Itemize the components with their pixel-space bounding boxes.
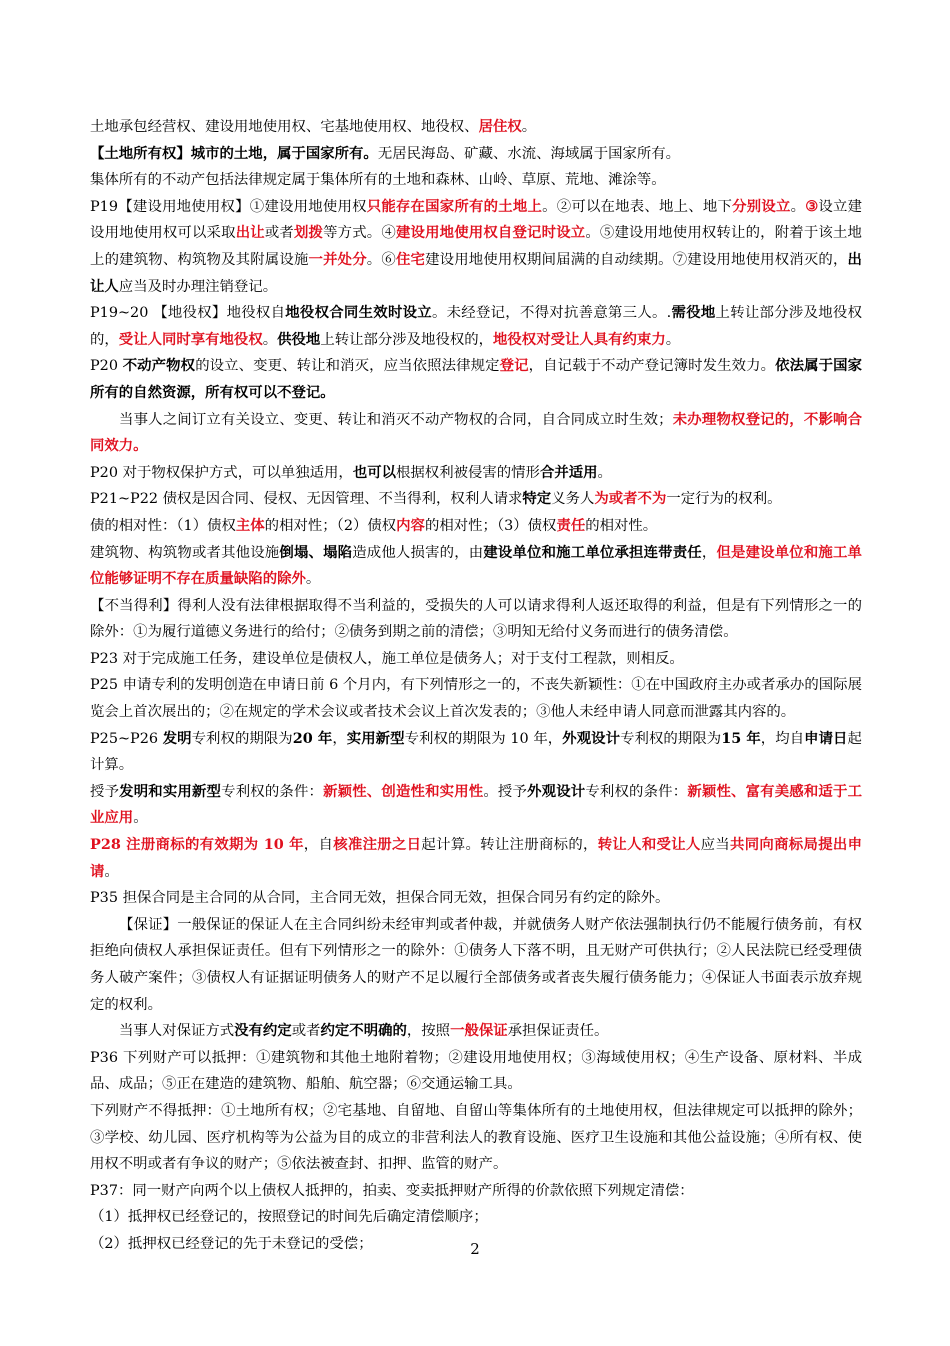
highlight-text: 但是建设单位和施工单位能够证明不存在质量缺陷的除外: [90, 543, 862, 588]
text-run: 的设立、变更、转让和消灭，应当依照法律规定: [195, 358, 500, 375]
text-run: 【不当得利】得利人没有法律根据取得不当利益的，受损失的人可以请求得利人返还取得的利益，但是有下列情形之一的除外：①为履行道德义务进行的给付；②债务到期之前的清偿；③明知无给付义务而进行的债务清偿。: [90, 597, 862, 641]
highlight-text: 转让人和受让人: [597, 836, 701, 854]
text-run: 的相对性；（3）债权: [424, 517, 557, 534]
paragraph: [90, 114, 862, 141]
paragraph: [90, 194, 862, 300]
text-run: P19【建设用地使用权】①建设用地使用权: [90, 198, 367, 215]
bold-text: 建设单位和施工单位承担连带责任: [483, 543, 702, 561]
highlight-text: 责任: [556, 516, 586, 534]
bold-text: 【土地所有权】城市的土地，属于国家所有。: [90, 144, 378, 162]
text-run: 。: [521, 119, 537, 135]
text-run: ，自记载于不动产登记簿时发生效力。: [528, 358, 776, 375]
text-run: 。: [133, 810, 148, 827]
bold-text: 实用新型: [346, 729, 405, 747]
text-run: ，自: [303, 837, 334, 854]
text-run: P23 对于完成施工任务，建设单位是债权人，施工单位是债务人；对于支付工程款，则相反。: [90, 650, 684, 667]
text-run: 义务人: [551, 491, 595, 508]
highlight-text: 未办理物权登记的，不影响合同效力。: [90, 410, 862, 455]
text-run: 。: [790, 198, 806, 215]
text-run: 起计算。: [90, 730, 862, 774]
text-run: 。授予: [483, 783, 528, 800]
text-run: 下列财产不得抵押：①土地所有权；②宅基地、自留地、自留山等集体所有的土地使用权，但法律规定可以抵押的除外；③学校、幼儿园、医疗机构等为公益为目的成立的非营利法人的教育设施、医疗卫生设施和其他公益设施；④所有权、使用权不明或者有争议的财产；⑤依法被查封、扣押、监管的财产。: [90, 1102, 862, 1173]
highlight-text: 只能存在国家所有的土地上: [366, 197, 543, 215]
bold-text: 依法属于国家所有的自然资源，所有权可以不登记。: [90, 357, 862, 401]
paragraph: [90, 167, 862, 194]
text-run: P20 对于物权保护方式，可以单独适用，: [90, 464, 353, 481]
highlight-text: P28 注册商标的有效期为 10 年: [90, 836, 304, 854]
text-run: 。: [104, 863, 119, 880]
paragraph: [90, 353, 862, 406]
text-run: 或者: [264, 225, 294, 242]
text-run: ，均自: [760, 730, 805, 747]
text-run: 的相对性；（2）债权: [264, 517, 397, 534]
text-run: 。: [597, 464, 612, 481]
bold-text: 出让人: [90, 250, 862, 295]
paragraph: [90, 460, 862, 487]
paragraph: [90, 300, 862, 353]
text-run: 应当: [700, 837, 731, 854]
bold-text: 没有约定: [234, 1022, 292, 1040]
bold-text: 需役地: [671, 304, 716, 322]
paragraph: [90, 885, 862, 912]
highlight-text: 共同向商标局提出申请: [90, 836, 862, 880]
highlight-text: 建设用地使用权自登记时设立: [395, 224, 586, 242]
highlight-text: 核准注册之日: [333, 836, 422, 854]
highlight-text: 内容: [396, 516, 425, 534]
text-run: 等方式。④: [323, 225, 396, 242]
text-run: 承担保证责任。: [507, 1023, 609, 1040]
highlight-text: 新颖性、创造性和实用性: [323, 782, 484, 800]
bold-text: 15 年: [721, 729, 761, 747]
bold-text: 20 年: [292, 729, 333, 747]
highlight-text: 为或者不为: [594, 490, 667, 508]
text-run: P25 申请专利的发明创造在申请日前 6 个月内，有下列情形之一的，不丧失新颖性：①在中国政府主办或者承办的国际展览会上首次展出的；②在规定的学术会议或者技术会议上首次发表的；③他人未经申请人同意而泄露其内容的。: [90, 677, 862, 721]
text-run: 。⑥: [366, 251, 396, 268]
text-run: 的相对性。: [585, 517, 658, 534]
text-run: 上转让部分涉及地役权的，: [90, 305, 862, 348]
text-run: 造成他人损害的，由: [352, 544, 484, 561]
text-run: 土地承包经营权、建设用地使用权、宅基地使用权、地役权、: [90, 119, 479, 135]
bold-text: 约定不明确的: [320, 1022, 407, 1040]
page-number: 2: [470, 1240, 480, 1258]
paragraph: [90, 672, 862, 725]
text-run: 债的相对性：（1）债权: [90, 517, 236, 534]
text-run: 设立建设用地使用权可以采取: [90, 198, 862, 242]
text-run: 建设用地使用权期间届满的自动续期。⑦建设用地使用权消灭的，: [425, 251, 848, 268]
highlight-text: 一般保证: [450, 1022, 508, 1040]
text-run: P37：同一财产向两个以上债权人抵押的，拍卖、变卖抵押财产所得的价款依照下列规定清偿：: [90, 1182, 694, 1199]
text-run: 当事人之间订立有关设立、变更、转让和消灭不动产物权的合同，自合同成立时生效；: [119, 411, 673, 428]
paragraph: [90, 912, 862, 1018]
bold-text: 倒塌、塌陷: [279, 543, 353, 561]
highlight-text: 地役权对受让人具有约束力: [493, 330, 666, 348]
bold-text: 不动产物权: [122, 357, 196, 375]
paragraph: [90, 407, 862, 460]
text-run: 集体所有的不动产包括法律规定属于集体所有的土地和森林、山岭、草原、荒地、滩涂等。: [90, 172, 666, 189]
highlight-text: 划拨: [293, 224, 324, 242]
text-run: 或者: [291, 1023, 321, 1040]
text-run: 专利权的条件：: [585, 783, 688, 800]
text-run: 。: [305, 571, 321, 588]
text-run: ，按照: [406, 1023, 451, 1040]
paragraph: [90, 1178, 862, 1205]
text-run: 【保证】一般保证的保证人在主合同纠纷未经审判或者仲裁，并就债务人财产依法强制执行仍不能履行债务前，有权拒绝向债权人承担保证责任。但有下列情形之一的除外：①债务人下落不明，且无财产可供执行；②人民法院已经受理债务人破产案件；③债权人有证据证明债务人的财产不足以履行全部债务或者丧失履行债务能力；④保证人书面表示放弃规定的权利。: [90, 916, 862, 1013]
text-run: 授予: [90, 783, 120, 800]
text-run: 根据权利被侵害的情形: [396, 464, 540, 481]
text-run: 专利权的期限为 10 年，: [404, 730, 563, 747]
paragraph: [90, 1018, 862, 1045]
bold-text: 发明: [162, 729, 192, 747]
paragraph: [90, 726, 862, 779]
text-run: P36 下列财产可以抵押：①建筑物和其他土地附着物；②建设用地使用权；③海域使用权；④生产设备、原材料、半成品、成品；⑤正在建造的建筑物、船舶、航空器；⑥交通运输工具。: [90, 1049, 862, 1093]
bold-text: 地役权合同生效时设立: [285, 304, 432, 322]
text-run: 。: [665, 331, 681, 348]
paragraph: [90, 540, 862, 593]
text-run: ，: [701, 544, 717, 561]
text-run: 。⑤建设用地使用权转让的，附着于该土地上的建筑物、构筑物及其附属设施: [90, 225, 862, 268]
text-run: P21~P22 债权是因合同、侵权、无因管理、不当得利，权利人请求: [90, 491, 523, 508]
text-run: （1）抵押权已经登记的，按照登记的时间先后确定清偿顺序；: [90, 1209, 488, 1226]
bold-text: 外观设计: [562, 729, 621, 747]
paragraph: [90, 646, 862, 673]
highlight-text: ③: [805, 197, 819, 215]
text-run: 专利权的期限为: [191, 730, 293, 747]
text-run: 。未经登记，不得对抗善意第三人。.: [431, 305, 672, 322]
text-run: P25~P26: [90, 730, 163, 747]
bold-text: 外观设计: [527, 782, 586, 800]
text-run: 专利权的期限为: [620, 730, 722, 747]
highlight-text: 居住权: [478, 118, 522, 135]
highlight-text: 主体: [235, 516, 265, 534]
highlight-text: 分别设立: [732, 197, 791, 215]
paragraph: [90, 1204, 862, 1231]
text-run: 建筑物、构筑物或者其他设施: [90, 544, 280, 561]
text-run: P35 担保合同是主合同的从合同，主合同无效，担保合同无效，担保合同另有约定的除外。: [90, 890, 670, 907]
text-run: 上转让部分涉及地役权的，: [320, 331, 494, 348]
text-run: 。: [262, 331, 278, 348]
paragraph: [90, 141, 862, 168]
paragraph: [90, 513, 862, 540]
text-run: 应当及时办理注销登记。: [118, 278, 278, 295]
text-run: 无居民海岛、矿藏、水流、海域属于国家所有。: [377, 145, 681, 162]
paragraph: [90, 486, 862, 513]
text-run: 专利权的条件：: [221, 783, 324, 800]
text-run: P20: [90, 358, 123, 375]
paragraph: [90, 1098, 862, 1178]
document-body: [90, 114, 862, 1258]
text-run: P19~20 【地役权】地役权自: [90, 305, 286, 322]
paragraph: [90, 779, 862, 832]
highlight-text: 出让: [235, 224, 265, 242]
paragraph: [90, 1045, 862, 1098]
bold-text: 供役地: [277, 330, 321, 348]
bold-text: 合并适用: [539, 463, 598, 481]
bold-text: 也可以: [352, 463, 397, 481]
text-run: ，: [332, 730, 347, 747]
highlight-text: 一并处分: [308, 250, 367, 268]
text-run: 一定行为的权利。: [666, 491, 782, 508]
highlight-text: 登记: [499, 357, 529, 375]
highlight-text: 受让人同时享有地役权: [118, 330, 263, 348]
text-run: 。②可以在地表、地上、地下: [542, 198, 733, 215]
text-run: （2）抵押权已经登记的先于未登记的受偿；: [90, 1235, 373, 1252]
paragraph: [90, 593, 862, 646]
highlight-text: 新颖性、富有美感和适于工业应用: [90, 782, 862, 827]
bold-text: 申请日: [804, 729, 848, 747]
highlight-text: 住宅: [395, 250, 426, 268]
bold-text: 发明和实用新型: [119, 782, 222, 800]
bold-text: 特定: [522, 490, 552, 508]
paragraph: [90, 832, 862, 885]
text-run: 当事人对保证方式: [119, 1023, 235, 1040]
text-run: 起计算。转让注册商标的，: [421, 837, 598, 854]
